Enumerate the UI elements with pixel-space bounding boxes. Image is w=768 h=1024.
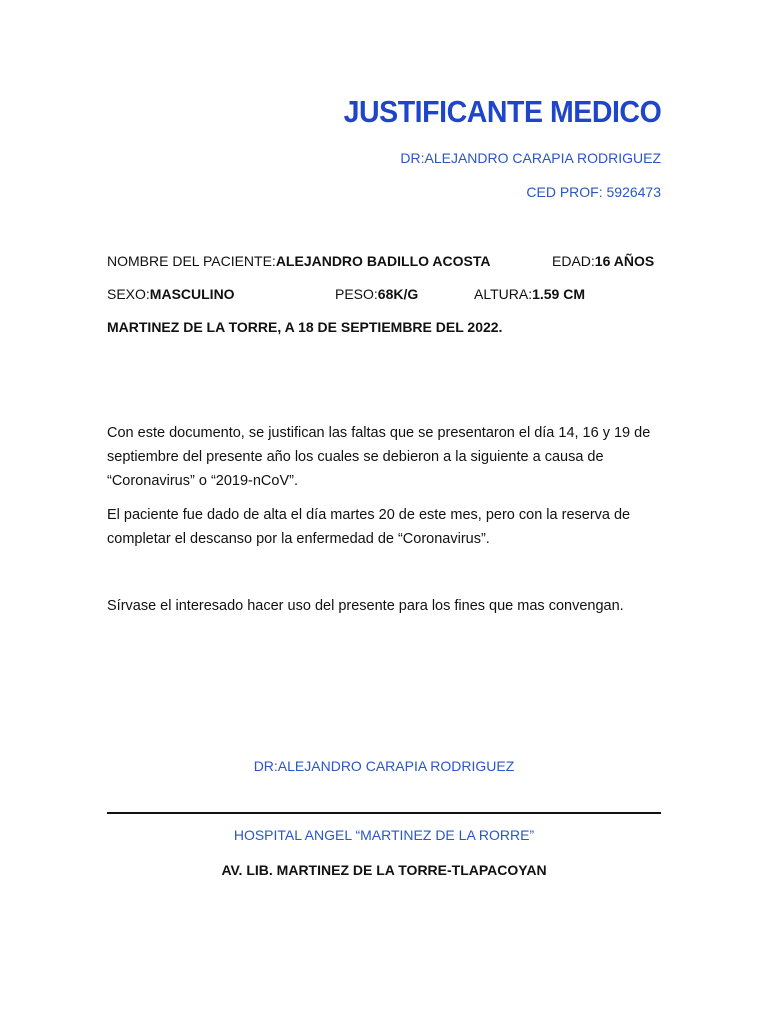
document-title: JUSTIFICANTE MEDICO — [343, 94, 661, 129]
professional-license: CED PROF: 5926473 — [526, 184, 661, 200]
body-paragraph-justification: Con este documento, se justifican las faltas que se presentaron el día 14, 16 y 19 de septiembre del presente año los cuales se debieron a la siguiente a causa de “Coronavirus” o “2019-nCoV”. — [107, 425, 651, 489]
patient-age-field — [552, 253, 654, 269]
patient-name-value: ALEJANDRO BADILLO ACOSTA — [275, 253, 491, 269]
header-doctor-name: DR:ALEJANDRO CARAPIA RODRIGUEZ — [400, 150, 661, 166]
hospital-name: HOSPITAL ANGEL “MARTINEZ DE LA RORRE” — [233, 827, 535, 843]
patient-sex-field — [107, 286, 235, 302]
patient-height-field — [474, 286, 585, 302]
patient-height-label: ALTURA: — [474, 286, 533, 302]
body-paragraph-discharge: El paciente fue dado de alta el día martes 20 de este mes, pero con la reserva de completar el descanso por la enfermedad de “Coronavirus”. — [107, 507, 631, 547]
patient-weight-value: 68K/G — [377, 286, 419, 302]
hospital-address: AV. LIB. MARTINEZ DE LA TORRE-TLAPACOYAN — [221, 862, 547, 878]
signature-line — [107, 812, 661, 814]
patient-weight-label: PESO: — [335, 286, 378, 302]
patient-weight-field — [335, 286, 418, 302]
body-paragraph-closing: Sírvase el interesado hacer uso del presente para los fines que mas convengan. — [107, 598, 624, 614]
patient-name-label: NOMBRE DEL PACIENTE: — [107, 253, 276, 269]
patient-age-value: 16 AÑOS — [594, 253, 655, 269]
place-and-date: MARTINEZ DE LA TORRE, A 18 DE SEPTIEMBRE DEL 2022. — [107, 319, 503, 335]
patient-height-value: 1.59 CM — [532, 286, 586, 302]
patient-sex-value: MASCULINO — [149, 286, 235, 302]
patient-name-field — [107, 253, 490, 269]
patient-sex-label: SEXO: — [107, 286, 150, 302]
signature-doctor-name: DR:ALEJANDRO CARAPIA RODRIGUEZ — [253, 758, 515, 774]
patient-age-label: EDAD: — [552, 253, 595, 269]
